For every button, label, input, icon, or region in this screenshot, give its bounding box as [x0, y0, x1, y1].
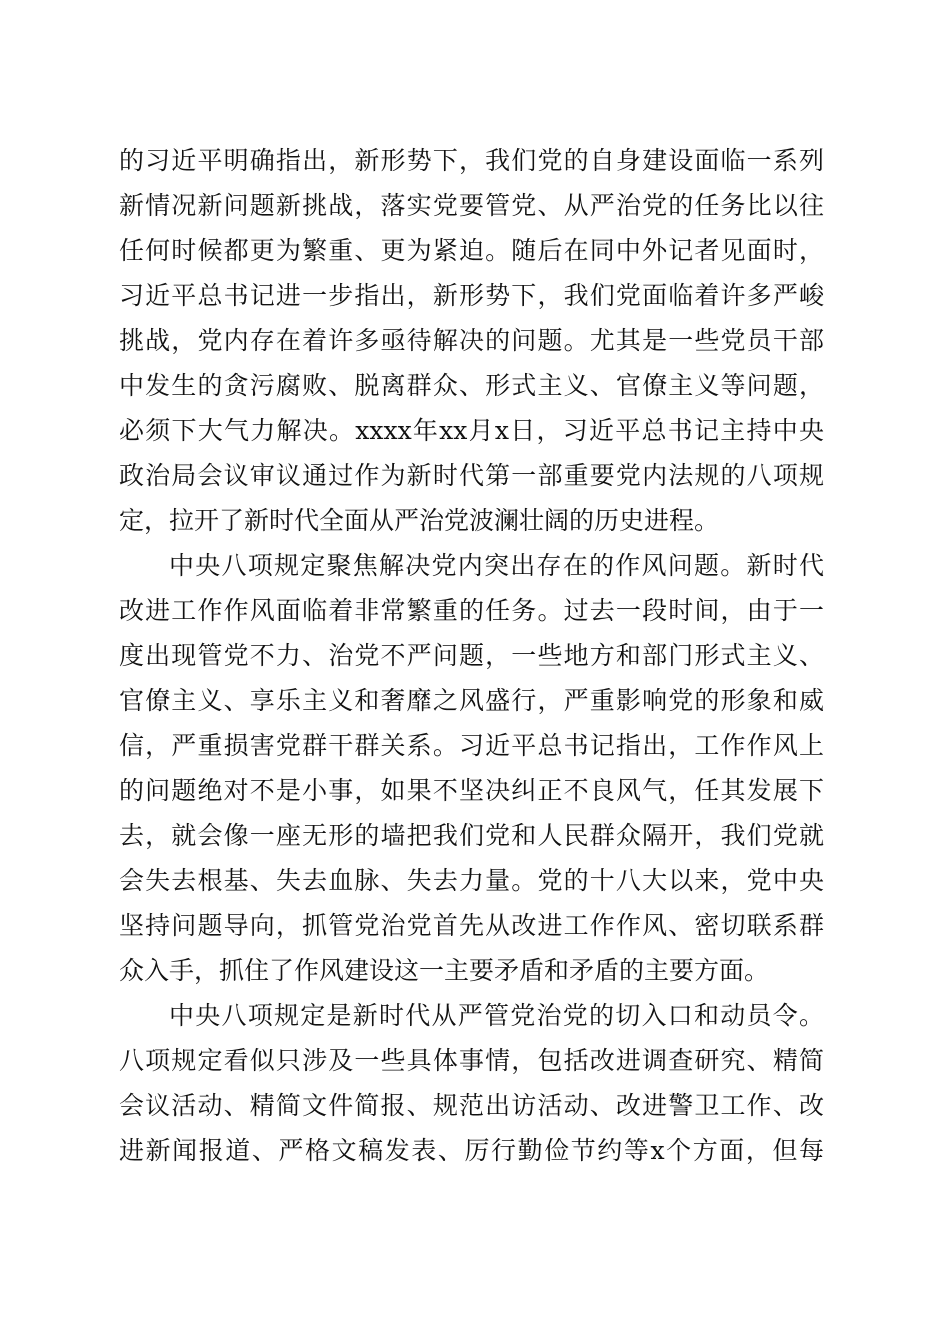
text-line: 会议活动、精简文件简报、规范出访活动、改进警卫工作、改 [119, 1091, 824, 1120]
text-line: 度出现管党不力、治党不严问题，一些地方和部门形式主义、 [119, 641, 824, 670]
text-line: 中央八项规定聚焦解决党内突出存在的作风问题。新时代 [169, 551, 824, 580]
text-line: 定，拉开了新时代全面从严治党波澜壮阔的历史进程。 [119, 506, 720, 535]
text-line: 坚持问题导向，抓管党治党首先从改进工作作风、密切联系群 [119, 911, 824, 940]
document-body [119, 138, 824, 1173]
paragraph-2 [119, 543, 824, 993]
text-line: 中发生的贪污腐败、脱离群众、形式主义、官僚主义等问题， [119, 371, 824, 400]
text-line: 中央八项规定是新时代从严管党治党的切入口和动员令。 [169, 1001, 824, 1030]
text-line: 改进工作作风面临着非常繁重的任务。过去一段时间，由于一 [119, 596, 824, 625]
paragraph-3 [119, 993, 824, 1173]
text-line: 去，就会像一座无形的墙把我们党和人民群众隔开，我们党就 [119, 821, 824, 850]
text-line: 挑战，党内存在着许多亟待解决的问题。尤其是一些党员干部 [119, 326, 824, 355]
text-line: 八项规定看似只涉及一些具体事情，包括改进调查研究、精简 [119, 1046, 824, 1075]
text-line: 进新闻报道、严格文稿发表、厉行勤俭节约等x个方面，但每 [119, 1136, 824, 1165]
paragraph-1 [119, 138, 824, 543]
text-line: 新情况新问题新挑战，落实党要管党、从严治党的任务比以往 [119, 191, 824, 220]
text-line: 会失去根基、失去血脉、失去力量。党的十八大以来，党中央 [119, 866, 824, 895]
text-line: 官僚主义、享乐主义和奢靡之风盛行，严重影响党的形象和威 [119, 686, 824, 715]
text-line: 必须下大气力解决。xxxx年xx月x日，习近平总书记主持中央 [119, 416, 824, 445]
text-line: 的习近平明确指出，新形势下，我们党的自身建设面临一系列 [119, 146, 824, 175]
text-line: 众入手，抓住了作风建设这一主要矛盾和矛盾的主要方面。 [119, 956, 770, 985]
text-line: 任何时候都更为繁重、更为紧迫。随后在同中外记者见面时， [119, 236, 824, 265]
text-line: 习近平总书记进一步指出，新形势下，我们党面临着许多严峻 [119, 281, 824, 310]
text-line: 信，严重损害党群干群关系。习近平总书记指出，工作作风上 [119, 731, 824, 760]
text-line: 的问题绝对不是小事，如果不坚决纠正不良风气，任其发展下 [119, 776, 824, 805]
text-line: 政治局会议审议通过作为新时代第一部重要党内法规的八项规 [119, 461, 824, 490]
